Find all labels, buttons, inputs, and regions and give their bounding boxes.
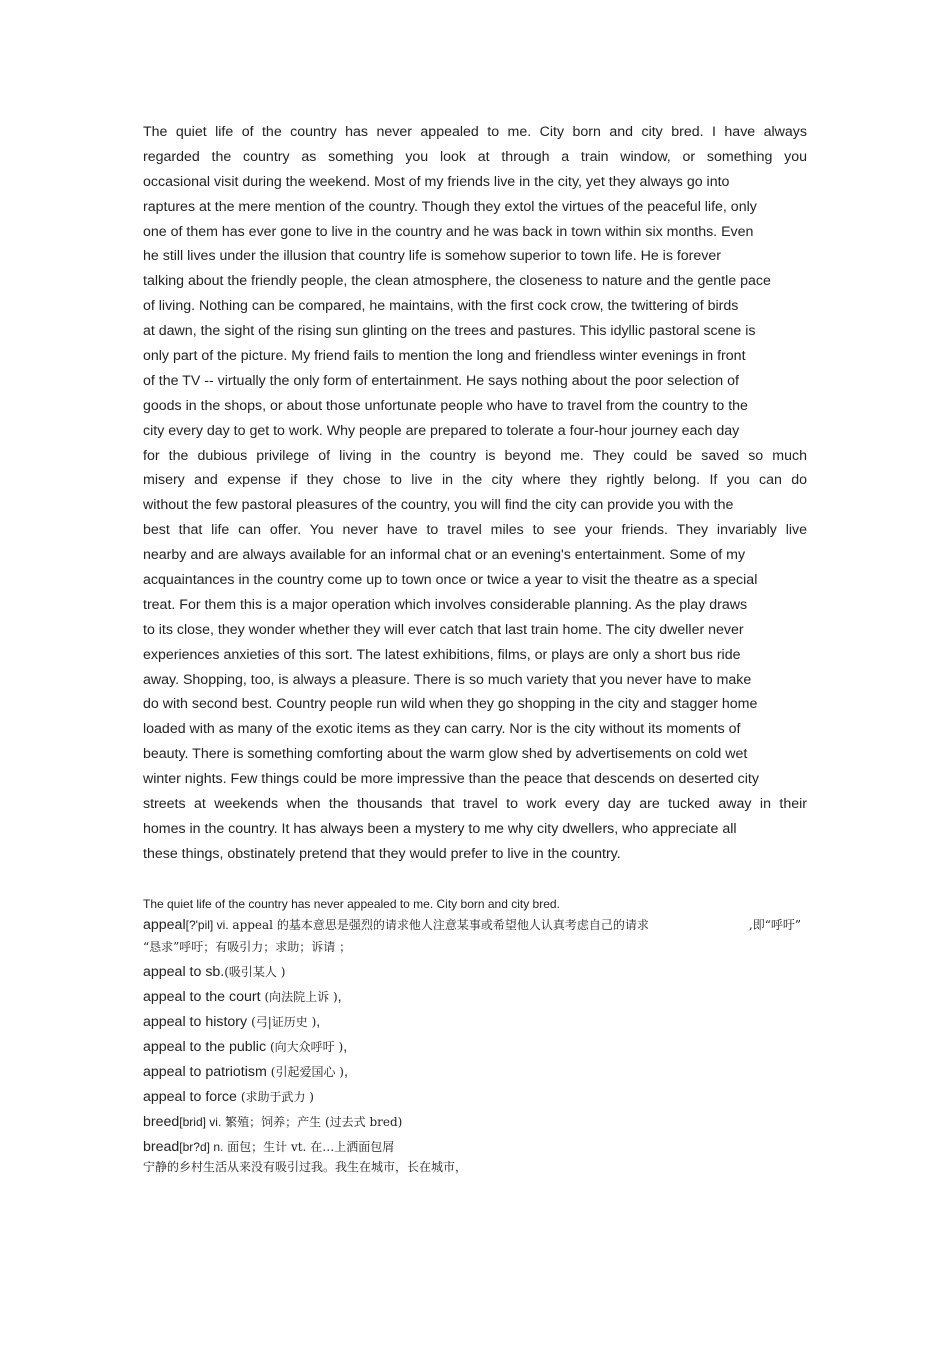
essay-line: treat. For them this is a major operation which involves considerable planning. As the play draws [143, 596, 748, 613]
entry-definition-continued: “恳求”呼吁；有吸引力；求助；诉请 ； [143, 940, 352, 954]
phrase-chinese: (向大众呼吁 ) [270, 1040, 344, 1054]
essay-line: streets at weekends when the thousands that travel to work every day are tucked away in their [143, 796, 807, 813]
essay-line: misery and expense if they chose to live in the city where they rightly belong. If you can do [143, 472, 807, 489]
essay-line: nearby and are always available for an informal chat or an evening's entertainment. Some of my [143, 547, 746, 564]
entry-phonetic: [?'pil] vi. [185, 918, 229, 932]
essay-line: do with second best. Country people run wild when they go shopping in the city and stagger home [143, 696, 758, 713]
essay-line: talking about the friendly people, the clean atmosphere, the closeness to nature and the gentle pace [143, 273, 771, 290]
phrase-item [143, 960, 807, 985]
phrase-chinese: (引起爱国心 ) [270, 1065, 344, 1079]
phrase-item [143, 1010, 807, 1035]
phrase-item [143, 1085, 807, 1110]
essay-passage [143, 120, 807, 867]
vocab-entry-breed [143, 1110, 807, 1135]
phrase-punctuation: , [343, 1039, 348, 1055]
essay-line: acquaintances in the country come up to town once or twice a year to visit the theatre as a special [143, 572, 758, 589]
phrase-chinese: (吸引某人 ) [224, 965, 286, 979]
phrase-punctuation: , [316, 1014, 321, 1030]
entry-definition-tail: ,即“呼吁” [748, 918, 801, 932]
essay-line: experiences anxieties of this sort. The latest exhibitions, films, or plays are only a short bus ride [143, 646, 741, 663]
phrase-english: appeal to force [143, 1089, 241, 1105]
essay-line: goods in the shops, or about those unfortunate people who have to travel from the country to the [143, 397, 748, 414]
essay-line: one of them has ever gone to live in the country and he was back in town within six months. Even [143, 223, 754, 240]
essay-line: winter nights. Few things could be more impressive than the peace that descends on deserted city [143, 771, 759, 788]
phrase-chinese: (弓|证历史 ) [251, 1015, 317, 1029]
essay-line: at dawn, the sight of the rising sun glinting on the trees and pastures. This idyllic pastoral scene is [143, 323, 756, 340]
phrase-chinese: (向法院上诉 ) [264, 990, 338, 1004]
entry-word: appeal [143, 917, 186, 933]
essay-line: these things, obstinately pretend that they would prefer to live in the country. [143, 845, 621, 862]
source-sentence: The quiet life of the country has never appealed to me. City born and city bred. [143, 897, 560, 911]
phrase-item [143, 985, 807, 1010]
phrase-english: appeal to history [143, 1014, 252, 1030]
entry-word: breed [143, 1114, 180, 1130]
entry-definition: 繁殖；饲养；产生 (过去式 bred) [221, 1115, 403, 1129]
essay-line: occasional visit during the weekend. Most of my friends live in the city, yet they always go into [143, 173, 730, 190]
essay-line: raptures at the mere mention of the country. Though they extol the virtues of the peaceful life, only [143, 198, 757, 215]
essay-line: regarded the country as something you look at through a train window, or something you [143, 148, 807, 165]
entry-definition: 面包；生计 vt. 在…上洒面包屑 [223, 1140, 395, 1154]
phrase-punctuation: , [343, 1064, 348, 1080]
essay-line: The quiet life of the country has never appealed to me. City born and city bred. I have always [143, 124, 807, 140]
essay-line: homes in the country. It has always been a mystery to me why city dwellers, who appreciate all [143, 820, 737, 837]
phrase-list [143, 960, 807, 1110]
phrase-chinese: (求助于武力 ) [240, 1090, 314, 1104]
entry-word: bread [143, 1139, 180, 1155]
entry-phonetic: [br?d] n. [179, 1140, 224, 1154]
essay-line: only part of the picture. My friend fails to mention the long and friendless winter evenings in front [143, 348, 746, 365]
essay-line: for the dubious privilege of living in the country is beyond me. They could be saved so much [143, 447, 807, 464]
vocabulary-section [143, 893, 807, 1177]
phrase-english: appeal to sb. [143, 964, 225, 980]
phrase-english: appeal to patriotism [143, 1064, 271, 1080]
essay-line: city every day to get to work. Why people are prepared to tolerate a four-hour journey each day [143, 422, 740, 439]
essay-line: he still lives under the illusion that country life is somehow superior to town life. He is forever [143, 248, 722, 265]
phrase-english: appeal to the court [143, 989, 265, 1005]
phrase-item [143, 1060, 807, 1085]
vocab-entry-bread [143, 1135, 807, 1157]
entry-phonetic: [brid] vi. [179, 1115, 222, 1129]
essay-line: best that life can offer. You never have to travel miles to see your friends. They invariably live [143, 522, 807, 539]
essay-line: away. Shopping, too, is always a pleasure. There is so much variety that you never have to make [143, 671, 752, 688]
essay-line: loaded with as many of the exotic items as they can carry. Nor is the city without its moments of [143, 721, 741, 738]
vocab-entry-appeal [143, 915, 807, 960]
essay-line: beauty. There is something comforting about the warm glow shed by advertisements on cold wet [143, 746, 748, 763]
phrase-english: appeal to the public [143, 1039, 270, 1055]
phrase-item [143, 1035, 807, 1060]
phrase-punctuation: , [337, 989, 342, 1005]
essay-line: of the TV -- virtually the only form of entertainment. He says nothing about the poor selection of [143, 372, 739, 389]
essay-line: without the few pastoral pleasures of the country, you will find the city can provide you with the [143, 497, 734, 514]
entry-definition: appeal 的基本意思是强烈的请求他人注意某事或希望他人认真考虑自己的请求 [228, 918, 649, 932]
essay-line: to its close, they wonder whether they will ever catch that last train home. The city dweller never [143, 621, 744, 638]
chinese-translation: 宁静的乡村生活从来没有吸引过我。我生在城市，长在城市， [143, 1160, 468, 1174]
essay-line: of living. Nothing can be compared, he maintains, with the first cock crow, the twittering of birds [143, 298, 739, 315]
